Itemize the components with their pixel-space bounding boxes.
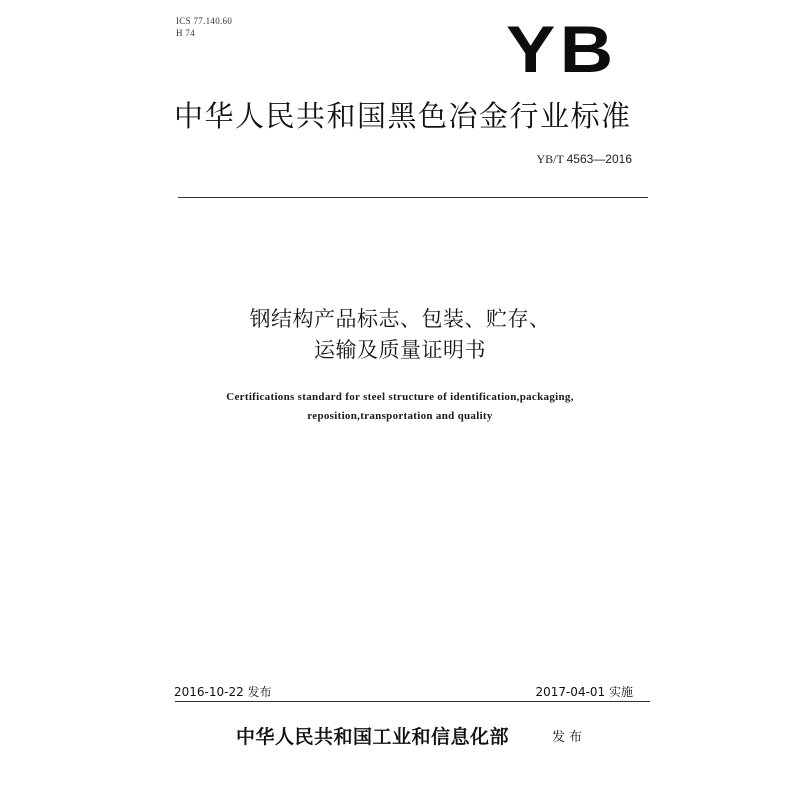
standard-category-title: 中华人民共和国黑色冶金行业标准 bbox=[174, 99, 632, 133]
document-title-en-line2: reposition,transportation and quality bbox=[307, 410, 493, 422]
ccs-code: H 74 bbox=[176, 28, 195, 38]
issue-label: 发布 bbox=[552, 730, 587, 745]
issuing-authority: 中华人民共和国工业和信息化部 bbox=[236, 726, 510, 748]
ics-code: ICS 77.140.60 bbox=[176, 16, 233, 26]
document-title-zh-line2: 运输及质量证明书 bbox=[314, 338, 486, 362]
standard-number bbox=[536, 152, 632, 166]
standard-number-prefix: YB/T bbox=[536, 152, 567, 166]
document-title-zh-line1: 钢结构产品标志、包装、贮存、 bbox=[249, 307, 551, 331]
classification-codes bbox=[176, 15, 232, 39]
document-title-en bbox=[150, 388, 650, 426]
document-title-zh bbox=[150, 304, 650, 366]
publish-date: 2016-10-22 发布 bbox=[174, 685, 272, 699]
header-divider bbox=[178, 197, 648, 198]
document-title-en-line1: Certifications standard for steel structure of identification,packaging, bbox=[226, 391, 574, 403]
footer-divider bbox=[175, 701, 650, 702]
implementation-date: 2017-04-01 实施 bbox=[535, 685, 633, 699]
yb-logo: YB bbox=[506, 12, 618, 86]
standard-number-value: 4563—2016 bbox=[566, 152, 632, 166]
